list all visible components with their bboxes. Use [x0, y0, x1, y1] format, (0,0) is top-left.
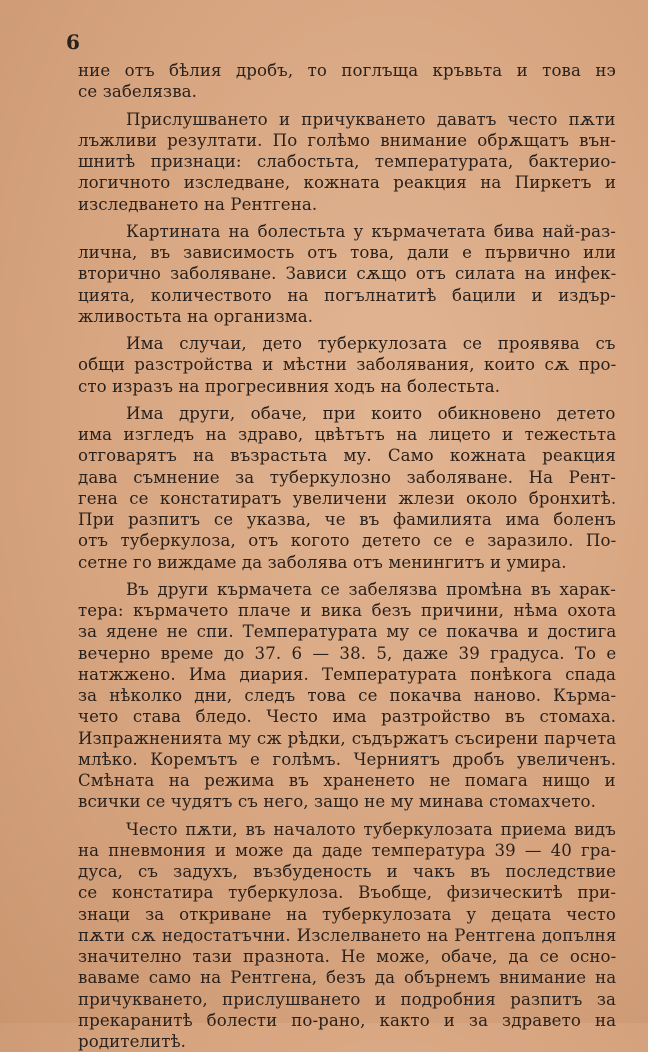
text-line: пѫти сѫ недостатъчни. Изслелването на Рентгена допълня: [78, 925, 611, 946]
text-line: Има други, обаче, при които обикновено детето: [78, 403, 611, 424]
page-number: 6: [66, 30, 80, 54]
text-line: лична, въ зависимость отъ това, дали е първично или: [78, 242, 611, 263]
text-line: сто изразъ на прогресивния ходъ на болестьта.: [78, 376, 611, 397]
text-line: вторично заболяване. Зависи сѫщо отъ силата на инфек-: [78, 263, 611, 284]
text-line: се забелязва.: [78, 81, 611, 102]
text-line: общи разстройства и мѣстни заболявания, които сѫ про-: [78, 354, 611, 375]
paragraph: [78, 333, 611, 397]
text-line: знаци за откриване на туберкулозата у децата често: [78, 904, 611, 925]
text-line: Смѣната на режима въ храненето не помага нищо и: [78, 770, 611, 791]
paragraph: [78, 579, 611, 813]
text-line: прекаранитѣ болести по-рано, както и за здравето на: [78, 1010, 611, 1031]
text-line: Прислушването и причукването даватъ често пѫти: [78, 109, 611, 130]
text-line: вечерно време до 37. 6 — 38. 5, даже 39 градуса. То е: [78, 643, 611, 664]
text-line: родителитѣ.: [78, 1031, 611, 1052]
body-text: [78, 60, 611, 1052]
text-line: се констатира туберкулоза. Въобще, физическитѣ при-: [78, 882, 611, 903]
text-line: дуса, съ задухъ, възбуденость и чакъ въ последствие: [78, 861, 611, 882]
text-line: жливостьта на организма.: [78, 306, 611, 327]
text-line: шнитѣ признаци: слабостьта, температурата, бактерио-: [78, 151, 611, 172]
text-line: лъжливи резултати. По голѣмо внимание обрѫщатъ вън-: [78, 130, 611, 151]
text-line: отъ туберкулоза, отъ когото детето се е заразило. По-: [78, 530, 611, 551]
text-line: гена се констатиратъ увеличени жлези около бронхитѣ.: [78, 488, 611, 509]
text-line: отговарятъ на възрастьта му. Само кожната реакция: [78, 445, 611, 466]
text-line: за ядене не спи. Температурата му се покачва и достига: [78, 621, 611, 642]
paragraph: [78, 109, 611, 215]
text-line: причукването, прислушването и подробния разпитъ за: [78, 989, 611, 1010]
text-line: Често пѫти, въ началото туберкулозата приема видъ: [78, 819, 611, 840]
text-line: ние отъ бѣлия дробъ, то поглъща кръвьта и това нэ: [78, 60, 611, 81]
text-line: цията, количеството на погълнатитѣ бацили и издър-: [78, 285, 611, 306]
text-line: за нѣколко дни, следъ това се покачва наново. Кърма-: [78, 685, 611, 706]
text-line: тера: кърмачето плаче и вика безъ причини, нѣма охота: [78, 600, 611, 621]
text-line: всички се чудятъ съ него, защо не му минава стомахчето.: [78, 791, 611, 812]
paragraph: [78, 60, 611, 103]
text-line: При разпитъ се указва, че въ фамилията има боленъ: [78, 509, 611, 530]
text-line: изследването на Рентгена.: [78, 194, 611, 215]
text-line: на пневмония и може да даде температура 39 — 40 гра-: [78, 840, 611, 861]
text-line: чето става бледо. Често има разтройство въ стомаха.: [78, 706, 611, 727]
text-line: значително тази празнота. Не може, обаче, да се осно-: [78, 946, 611, 967]
paragraph: [78, 819, 611, 1052]
text-line: ваваме само на Рентгена, безъ да обърнемъ внимание на: [78, 967, 611, 988]
text-line: Има случаи, дето туберкулозата се проявява съ: [78, 333, 611, 354]
text-line: Въ други кърмачета се забелязва промѣна въ харак-: [78, 579, 611, 600]
text-line: Картината на болестьта у кърмачетата бива най-раз-: [78, 221, 611, 242]
text-line: натжжено. Има диария. Температурата понѣкога спада: [78, 664, 611, 685]
text-line: логичното изследване, кожната реакция на Пиркетъ и: [78, 172, 611, 193]
text-line: млѣко. Коремътъ е голѣмъ. Черниятъ дробъ увеличенъ.: [78, 749, 611, 770]
text-line: има изгледъ на здраво, цвѣтътъ на лицето и тежестьта: [78, 424, 611, 445]
paragraph: [78, 403, 611, 573]
text-line: сетне го виждаме да заболява отъ менингитъ и умира.: [78, 552, 611, 573]
text-line: Изпражненията му сж рѣдки, съдържатъ съсирени парчета: [78, 728, 611, 749]
text-line: дава съмнение за туберкулозно заболяване. На Рент-: [78, 467, 611, 488]
paragraph: [78, 221, 611, 327]
